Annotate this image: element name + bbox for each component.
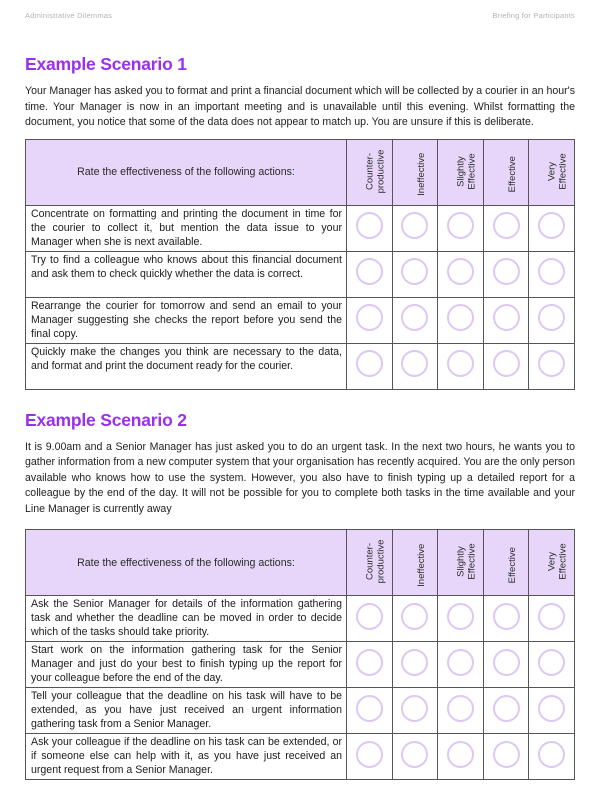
action-text: Quickly make the changes you think are necessary to the data, and format and print the document ready for the courier. bbox=[26, 343, 347, 389]
rating-cell bbox=[438, 688, 484, 734]
option-label: Ineffective bbox=[415, 543, 427, 587]
rating-cell bbox=[392, 251, 438, 297]
rating-cell bbox=[392, 343, 438, 389]
rating-circle[interactable] bbox=[447, 304, 474, 331]
rating-cell bbox=[438, 343, 484, 389]
rating-cell bbox=[347, 297, 393, 343]
rating-cell bbox=[529, 297, 575, 343]
rating-circle[interactable] bbox=[356, 603, 383, 630]
scenario-1-description: Your Manager has asked you to format and print a financial document which will be collected by a courier in an hour's time. Your Manager is now in an important meeting and is unavailable until this evening. Whilst formatting the document, you notice that some of the data does not appear to match up. You are unsure if this is deliberate. bbox=[25, 85, 575, 128]
rating-circle[interactable] bbox=[447, 212, 474, 239]
rating-cell bbox=[347, 642, 393, 688]
rating-cell bbox=[529, 642, 575, 688]
action-text: Concentrate on formatting and printing the document in time for the courier to collect it, but mention the data issue to your Manager when she is next available. bbox=[26, 205, 347, 251]
rating-cell bbox=[483, 251, 529, 297]
rating-cell bbox=[438, 596, 484, 642]
rating-cell bbox=[529, 688, 575, 734]
rating-cell bbox=[438, 205, 484, 251]
option-header-very-effective bbox=[529, 530, 575, 596]
rating-circle[interactable] bbox=[493, 603, 520, 630]
rating-circle[interactable] bbox=[538, 741, 565, 768]
option-header-counter-productive bbox=[347, 139, 393, 205]
rating-cell bbox=[483, 734, 529, 780]
option-label: Slightly Effective bbox=[455, 543, 478, 580]
rating-cell bbox=[483, 642, 529, 688]
option-header-counter-productive bbox=[347, 530, 393, 596]
rating-cell bbox=[392, 734, 438, 780]
rating-cell bbox=[392, 642, 438, 688]
rating-cell bbox=[347, 596, 393, 642]
table-row bbox=[26, 205, 575, 251]
rating-cell bbox=[438, 734, 484, 780]
rating-cell bbox=[392, 297, 438, 343]
action-text: Rearrange the courier for tomorrow and send an email to your Manager suggesting she checks the report before you send the final copy. bbox=[26, 297, 347, 343]
rating-circle[interactable] bbox=[356, 304, 383, 331]
page-header bbox=[25, 0, 575, 20]
rating-circle[interactable] bbox=[538, 649, 565, 676]
rating-cell bbox=[529, 251, 575, 297]
option-header-ineffective bbox=[392, 530, 438, 596]
rating-circle[interactable] bbox=[447, 258, 474, 285]
rating-circle[interactable] bbox=[356, 212, 383, 239]
action-text: Ask the Senior Manager for details of the information gathering task and whether the deadline can be moved in order to decide which of the tasks should take priority. bbox=[26, 596, 347, 642]
action-text: Ask your colleague if the deadline on his task can be extended, or if someone else can help with it, as you have just received an urgent request from a Senior Manager. bbox=[26, 734, 347, 780]
rating-circle[interactable] bbox=[538, 212, 565, 239]
rating-circle[interactable] bbox=[538, 603, 565, 630]
table-header-row bbox=[26, 139, 575, 205]
rating-prompt: Rate the effectiveness of the following actions: bbox=[26, 139, 347, 205]
option-header-effective bbox=[483, 530, 529, 596]
page-header-right: Briefing for Participants bbox=[492, 11, 575, 20]
table-row bbox=[26, 734, 575, 780]
rating-circle[interactable] bbox=[493, 212, 520, 239]
rating-circle[interactable] bbox=[447, 741, 474, 768]
option-header-effective bbox=[483, 139, 529, 205]
rating-circle[interactable] bbox=[493, 695, 520, 722]
option-label: Ineffective bbox=[415, 152, 427, 196]
rating-circle[interactable] bbox=[401, 304, 428, 331]
table-row bbox=[26, 251, 575, 297]
rating-cell bbox=[529, 596, 575, 642]
rating-circle[interactable] bbox=[538, 695, 565, 722]
rating-cell bbox=[483, 688, 529, 734]
rating-circle[interactable] bbox=[538, 258, 565, 285]
rating-circle[interactable] bbox=[401, 603, 428, 630]
rating-circle[interactable] bbox=[401, 741, 428, 768]
rating-cell bbox=[347, 251, 393, 297]
option-label: Effective bbox=[506, 546, 518, 583]
action-text: Start work on the information gathering task for the Senior Manager and just do your best to finish typing up the report for your colleague before the end of the day. bbox=[26, 642, 347, 688]
option-label: Very Effective bbox=[546, 153, 569, 190]
option-header-slightly-effective bbox=[438, 530, 484, 596]
rating-table-2 bbox=[25, 529, 575, 780]
rating-cell bbox=[438, 251, 484, 297]
rating-cell bbox=[392, 205, 438, 251]
option-header-very-effective bbox=[529, 139, 575, 205]
rating-circle[interactable] bbox=[356, 695, 383, 722]
rating-circle[interactable] bbox=[493, 258, 520, 285]
table-header-row bbox=[26, 530, 575, 596]
rating-circle[interactable] bbox=[356, 741, 383, 768]
rating-circle[interactable] bbox=[493, 649, 520, 676]
rating-circle[interactable] bbox=[401, 695, 428, 722]
rating-cell bbox=[392, 596, 438, 642]
option-header-slightly-effective bbox=[438, 139, 484, 205]
option-label: Slightly Effective bbox=[455, 153, 478, 190]
table-row bbox=[26, 596, 575, 642]
rating-circle[interactable] bbox=[401, 212, 428, 239]
page-header-left: Administrative Dilemmas bbox=[25, 11, 113, 20]
scenario-2-description: It is 9.00am and a Senior Manager has just asked you to do an urgent task. In the next two hours, he wants you to gather information from a new computer system that your organisation has recently acquired. You are the only person available who knows how to use the system. However, you also have to finish typing up a detailed report for a colleague by the end of the day. It will not be possible for you to complete both tasks in the time available and your Line Manager is currently away bbox=[25, 440, 576, 515]
option-label: Counter-productive bbox=[364, 539, 386, 584]
rating-circle[interactable] bbox=[356, 258, 383, 285]
rating-cell bbox=[529, 343, 575, 389]
action-text: Try to find a colleague who knows about this financial document and ask them to check quickly whether the data is correct. bbox=[26, 251, 347, 297]
rating-circle[interactable] bbox=[493, 350, 520, 377]
rating-cell bbox=[529, 205, 575, 251]
rating-cell bbox=[438, 297, 484, 343]
rating-cell bbox=[529, 734, 575, 780]
rating-circle[interactable] bbox=[447, 695, 474, 722]
scenario-1-title: Example Scenario 1 bbox=[25, 54, 187, 74]
rating-cell bbox=[347, 688, 393, 734]
table-row bbox=[26, 688, 575, 734]
rating-circle[interactable] bbox=[447, 603, 474, 630]
rating-cell bbox=[347, 343, 393, 389]
option-label: Counter-productive bbox=[364, 149, 386, 194]
rating-circle[interactable] bbox=[447, 350, 474, 377]
table-row bbox=[26, 642, 575, 688]
rating-cell bbox=[438, 642, 484, 688]
rating-prompt: Rate the effectiveness of the following actions: bbox=[26, 530, 347, 596]
rating-circle[interactable] bbox=[401, 649, 428, 676]
option-header-ineffective bbox=[392, 139, 438, 205]
rating-circle[interactable] bbox=[401, 350, 428, 377]
rating-table-1 bbox=[25, 139, 575, 390]
rating-circle[interactable] bbox=[493, 741, 520, 768]
scenario-2-title: Example Scenario 2 bbox=[25, 409, 187, 430]
rating-cell bbox=[483, 297, 529, 343]
option-label: Effective bbox=[506, 156, 518, 193]
rating-circle[interactable] bbox=[447, 649, 474, 676]
rating-circle[interactable] bbox=[538, 350, 565, 377]
table-row bbox=[26, 297, 575, 343]
action-text: Tell your colleague that the deadline on his task will have to be extended, as you have just received an urgent information gathering task from a Senior Manager. bbox=[26, 688, 347, 734]
rating-cell bbox=[483, 343, 529, 389]
table-row bbox=[26, 343, 575, 389]
rating-circle[interactable] bbox=[401, 258, 428, 285]
rating-cell bbox=[347, 205, 393, 251]
rating-circle[interactable] bbox=[356, 350, 383, 377]
rating-circle[interactable] bbox=[356, 649, 383, 676]
rating-circle[interactable] bbox=[493, 304, 520, 331]
rating-cell bbox=[483, 205, 529, 251]
rating-cell bbox=[483, 596, 529, 642]
rating-cell bbox=[392, 688, 438, 734]
rating-circle[interactable] bbox=[538, 304, 565, 331]
rating-cell bbox=[347, 734, 393, 780]
option-label: Very Effective bbox=[546, 543, 569, 580]
